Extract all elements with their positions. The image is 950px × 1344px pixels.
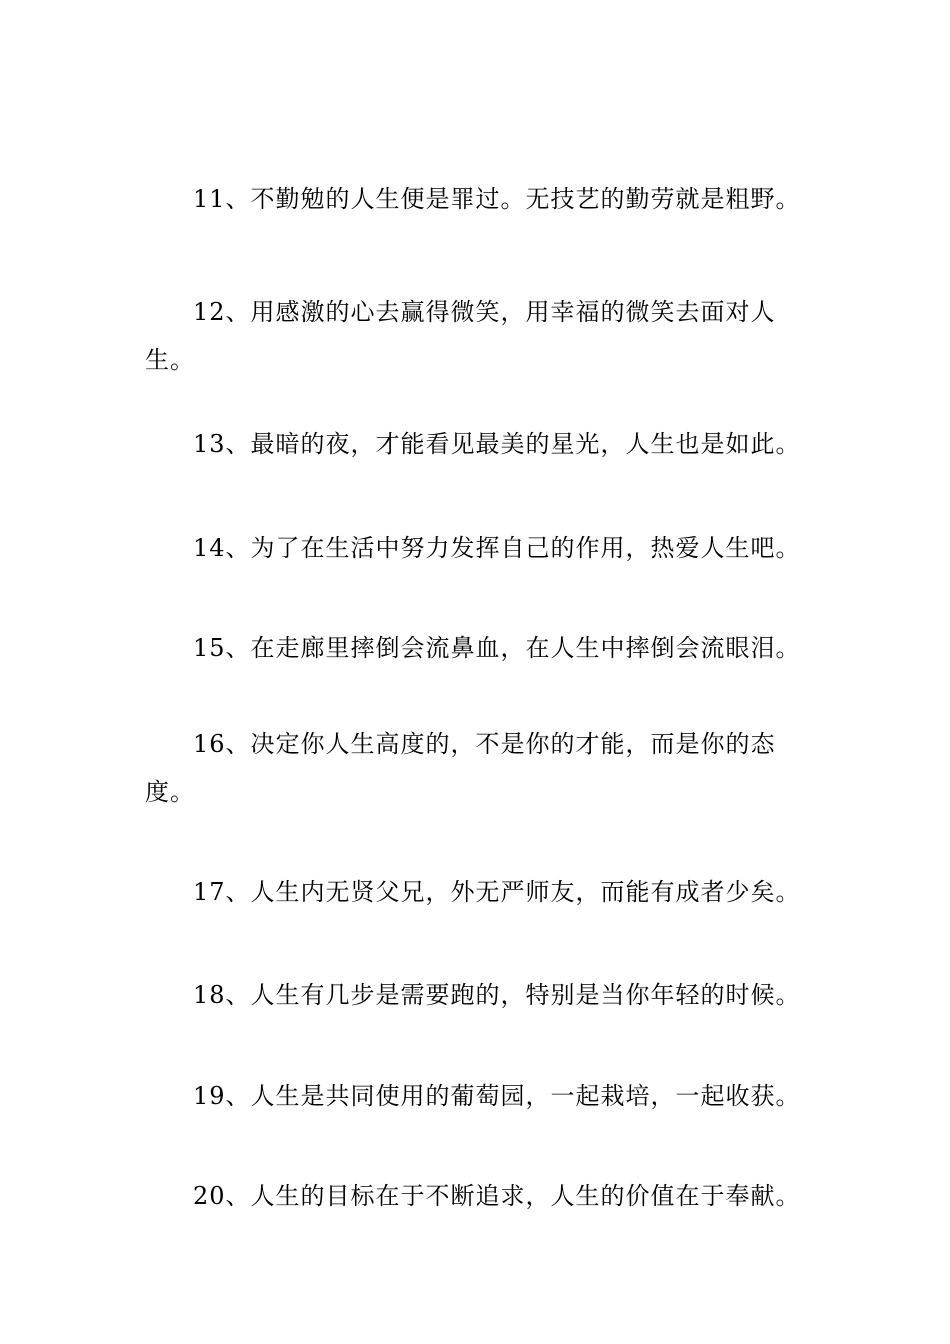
quote-19: 19、人生是共同使用的葡萄园，一起栽培，一起收获。 [193, 1082, 801, 1110]
quote-16: 16、决定你人生高度的，不是你的才能，而是你的态度。 [145, 730, 776, 806]
quote-20: 20、人生的目标在于不断追求，人生的价值在于奉献。 [193, 1182, 801, 1210]
quote-17: 17、人生内无贤父兄，外无严师友，而能有成者少矣。 [193, 878, 801, 906]
quote-12: 12、用感激的心去赢得微笑，用幸福的微笑去面对人生。 [145, 298, 776, 374]
quote-11: 11、不勤勉的人生便是罪过。无技艺的勤劳就是粗野。 [193, 185, 801, 213]
quote-18: 18、人生有几步是需要跑的，特别是当你年轻的时候。 [193, 981, 801, 1009]
quote-13: 13、最暗的夜，才能看见最美的星光，人生也是如此。 [193, 430, 801, 458]
quote-14: 14、为了在生活中努力发挥自己的作用，热爱人生吧。 [193, 534, 801, 562]
quote-15: 15、在走廊里摔倒会流鼻血，在人生中摔倒会流眼泪。 [193, 634, 801, 662]
